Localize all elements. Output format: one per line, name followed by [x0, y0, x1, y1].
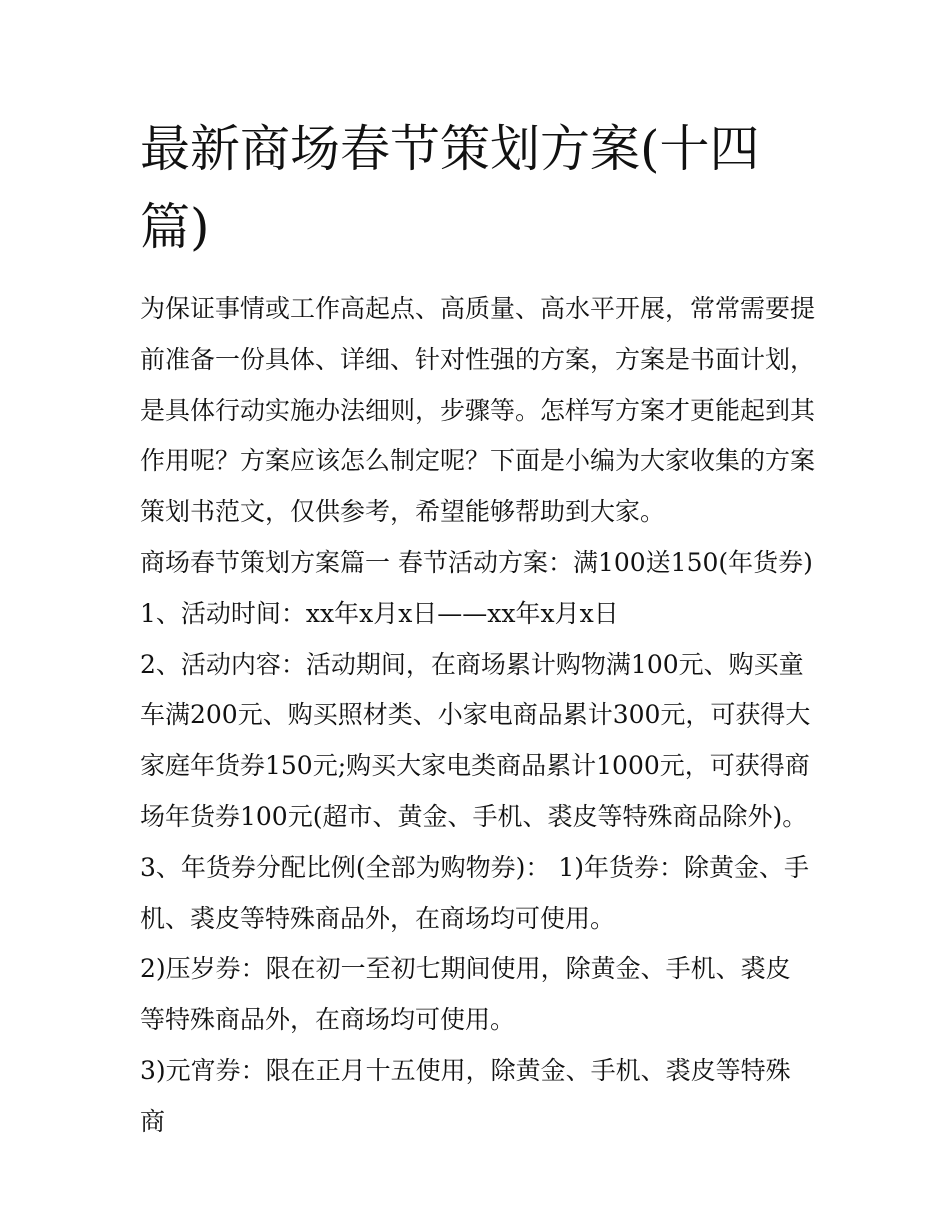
- document-title: 最新商场春节策划方案(十四篇): [140, 120, 760, 256]
- coupon-ratio-paragraph: 3、年货券分配比例(全部为购物券)： 1)年货券：除黄金、手机、裘皮等特殊商品外，在商场均可使用。: [140, 852, 810, 933]
- section-heading-1: 商场春节策划方案篇一 春节活动方案：满100送150(年货券): [140, 547, 813, 577]
- lucky-money-coupon-paragraph: 2)压岁券：限在初一至初七期间使用，除黄金、手机、裘皮等特殊商品外，在商场均可使用。: [140, 954, 791, 1035]
- document-content: [140, 110, 815, 1148]
- activity-time-paragraph: 1、活动时间：xx年x月x日——xx年x月x日: [140, 598, 619, 628]
- lantern-coupon-paragraph: 3)元宵券：限在正月十五使用，除黄金、手机、裘皮等特殊商: [140, 1055, 791, 1136]
- intro-paragraph: 为保证事情或工作高起点、高质量、高水平开展，常常需要提前准备一份具体、详细、针对性强的方案，方案是书面计划，是具体行动实施办法细则，步骤等。怎样写方案才更能起到其作用呢？方案应该怎么制定呢？下面是小编为大家收集的方案策划书范文，仅供参考，希望能够帮助到大家。: [140, 294, 816, 527]
- activity-content-paragraph: 2、活动内容：活动期间，在商场累计购物满100元、购买童车满200元、购买照材类、小家电商品累计300元，可获得大家庭年货券150元;购买大家电类商品累计1000元，可获得商场年货券100元(超市、黄金、手机、裘皮等特殊商品除外)。: [140, 649, 811, 831]
- document-body: [140, 284, 815, 1148]
